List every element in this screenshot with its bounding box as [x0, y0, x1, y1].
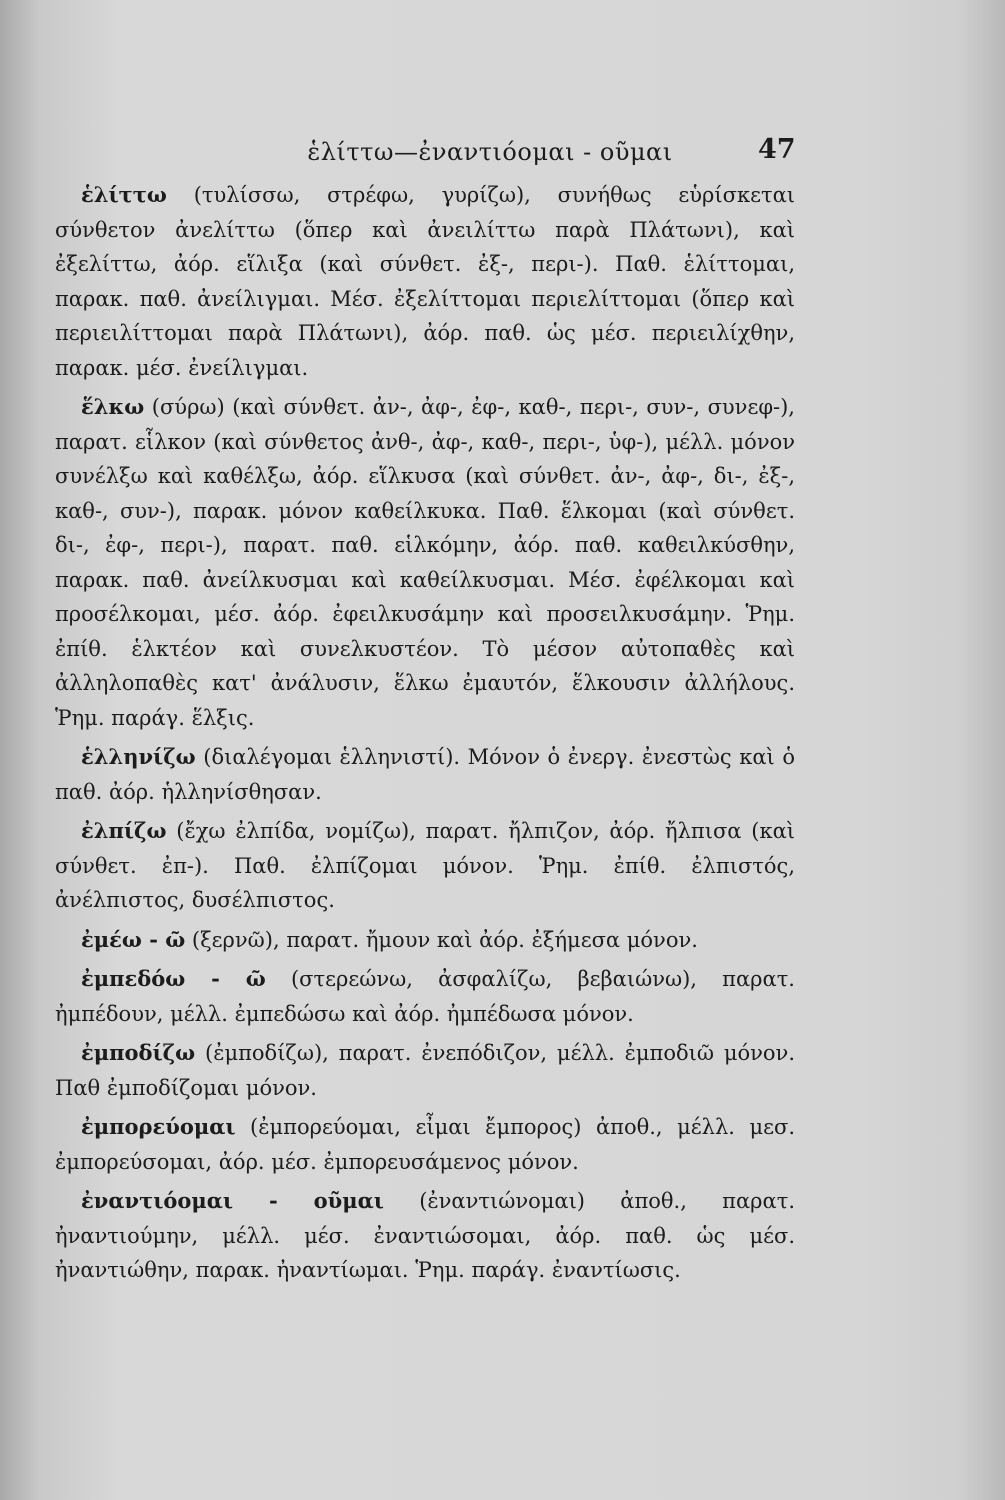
entry-headword: ἐμπορεύομαι [81, 1114, 236, 1139]
dictionary-entry [55, 923, 795, 958]
entry-headword: ἕλκω [81, 394, 145, 419]
dictionary-entry [55, 1184, 795, 1288]
entry-text: (τυλίσσω, στρέφω, γυρίζω), συνήθως εὑρίσκεται σύνθετον ἀνελίττω (ὅπερ καὶ ἀνειλίττω παρὰ Πλάτωνι), καὶ ἐξελίττω, ἀόρ. εἵλιξα (καὶ σύνθετ. ἐξ-, περι-). Παθ. ἑλίττομαι, παρακ. παθ. ἀνείλιγμαι. Μέσ. ἐξελίττομαι περιελίττομαι (ὅπερ καὶ περιειλίττομαι παρὰ Πλάτωνι), ἀόρ. παθ. ὡς μέσ. περιειλίχθην, παρακ. μέσ. ἐνείλιγμαι. [55, 183, 795, 380]
entry-text: (ἔχω ἐλπίδα, νομίζω), παρατ. ἤλπιζον, ἀόρ. ἤλπισα (καὶ σύνθετ. ἐπ-). Παθ. ἐλπίζομαι μόνον. Ῥημ. ἐπίθ. ἐλπιστός, ἀνέλπιστος, δυσέλπιστος. [55, 819, 795, 912]
entry-text: (σύρω) (καὶ σύνθετ. ἀν-, ἀφ-, ἐφ-, καθ-, περι-, συν-, συνεφ-), παρατ. εἷλκον (καὶ σύνθετος ἀνθ-, ἀφ-, καθ-, περι-, ὑφ-), μέλλ. μόνον συνέλξω καὶ καθέλξω, ἀόρ. εἵλκυσα (καὶ σύνθετ. ἀν-, ἀφ-, δι-, ἐξ-, καθ-, συν-), παρακ. μόνον καθείλκυκα. Παθ. ἕλκομαι (καὶ σύνθετ. δι-, ἐφ-, περι-), παρατ. παθ. εἱλκόμην, ἀόρ. παθ. καθειλκύσθην, παρακ. παθ. ἀνείλκυσμαι καὶ καθείλκυσμαι. Μέσ. ἐφέλκομαι καὶ προσέλκομαι, μέσ. ἀόρ. ἐφειλκυσάμην καὶ προσειλκυσάμην. Ῥημ. ἐπίθ. ἑλκτέον καὶ συνελκυστέον. Τὸ μέσον αὐτοπαθὲς καὶ ἀλληλοπαθὲς κατ' ἀνάλυσιν, ἕλκω ἐμαυτόν, ἕλκουσιν ἀλλήλους. Ῥημ. παράγ. ἕλξις. [55, 395, 795, 730]
entry-headword: ἐλπίζω [81, 818, 167, 843]
dictionary-entry [55, 178, 795, 385]
dictionary-entry [55, 814, 795, 918]
entry-headword: ἐμποδίζω [81, 1040, 196, 1065]
running-head: ἑλίττω—ἐναντιόομαι - οῦμαι [307, 138, 673, 166]
entry-text: (ἐμπορεύομαι, εἶμαι ἔμπορος) ἀποθ., μέλλ. μεσ. ἐμπορεύσομαι, ἀόρ. μέσ. ἐμπορευσάμενος μόνον. [55, 1115, 795, 1174]
dictionary-entry [55, 1036, 795, 1105]
dictionary-entry [55, 962, 795, 1031]
entry-headword: ἑλληνίζω [81, 744, 196, 769]
dictionary-entry [55, 740, 795, 809]
entry-text: (ξερνῶ), παρατ. ἤμουν καὶ ἀόρ. ἐξήμεσα μόνον. [191, 927, 698, 952]
entry-text: (ἐναντιώνομαι) ἀποθ., παρατ. ἠναντιούμην, μέλλ. μέσ. ἐναντιώσομαι, ἀόρ. παθ. ὡς μέσ. ἠναντιώθην, παρακ. ἠναντίωμαι. Ῥημ. παράγ. ἐναντίωσις. [55, 1189, 795, 1282]
dictionary-body [55, 178, 795, 1293]
entry-headword: ἐναντιόομαι - οῦμαι [81, 1188, 384, 1213]
page-number: 47 [758, 134, 796, 165]
entry-headword: ἐμέω - ῶ [81, 926, 186, 952]
entry-text: (ἐμποδίζω), παρατ. ἐνεπόδιζον, μέλλ. ἐμποδιῶ μόνον. Παθ ἐμποδίζομαι μόνον. [55, 1041, 795, 1100]
entry-headword: ἐμπεδόω - ῶ [81, 966, 266, 991]
entry-text: (στερεώνω, ἀσφαλίζω, βεβαιώνω), παρατ. ἠμπέδουν, μέλλ. ἐμπεδώσω καὶ ἀόρ. ἠμπέδωσα μόνον. [55, 967, 795, 1026]
dictionary-entry [55, 1110, 795, 1179]
entry-headword: ἑλίττω [81, 182, 167, 207]
dictionary-entry [55, 390, 795, 735]
entry-text: (διαλέγομαι ἑλληνιστί). Μόνον ὁ ἐνεργ. ἐνεστὼς καὶ ὁ παθ. ἀόρ. ἡλληνίσθησαν. [55, 745, 795, 804]
